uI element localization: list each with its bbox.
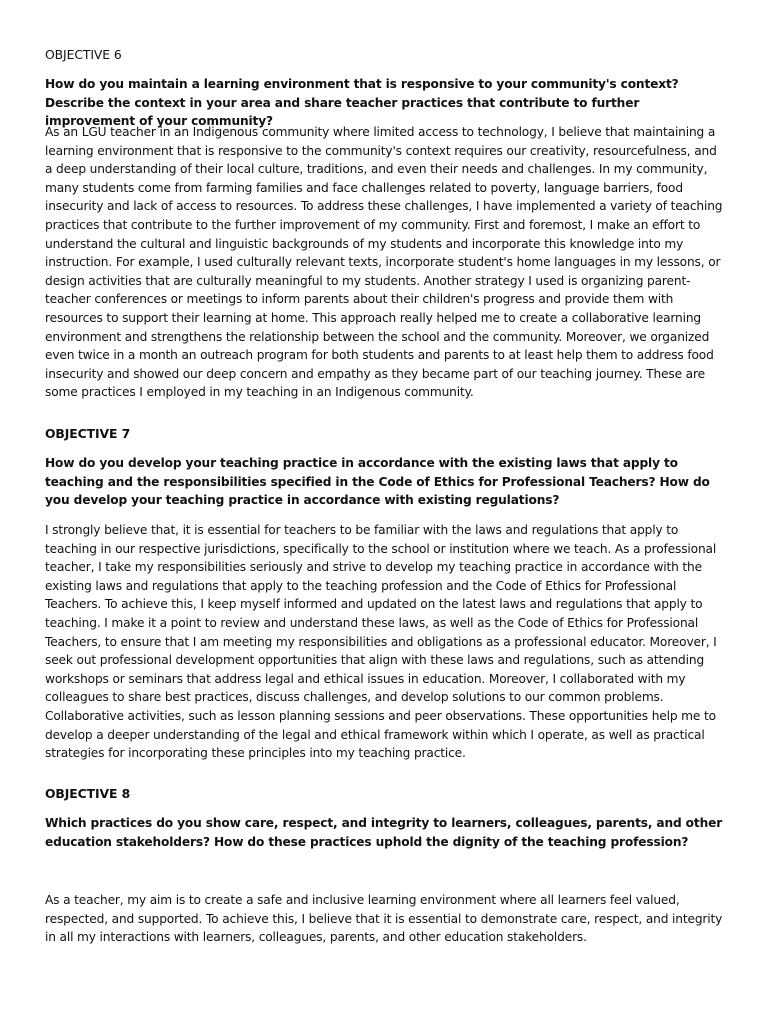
objective-8-question: Which practices do you show care, respect, and integrity to learners, colleagues, parents, and other education stakeholders? How do these practices uphold the dignity of the teaching profession? <box>45 816 723 849</box>
objective-6-heading: OBJECTIVE 6 <box>45 47 122 62</box>
objective-7-question: How do you develop your teaching practice in accordance with the existing laws that apply to teaching and the responsibilities specified in the Code of Ethics for Professional Teachers? How do you develop your teaching practice in accordance with existing regulations? <box>45 456 710 508</box>
objective-6-question: How do you maintain a learning environment that is responsive to your community's context? Describe the context in your area and share teacher practices that contribute to further improvement of your community? <box>45 77 679 129</box>
objective-8-heading: OBJECTIVE 8 <box>45 786 131 801</box>
objective-7-answer: I strongly believe that, it is essential for teachers to be familiar with the laws and regulations that apply to teaching in our respective jurisdictions, specifically to the school or institution where we teach. As a professional teacher, I take my responsibilities seriously and strive to develop my teaching practice in accordance with the existing laws and regulations that apply to the teaching profession and the Code of Ethics for Professional Teachers. To achieve this, I keep myself informed and updated on the latest laws and regulations that apply to teaching. I make it a point to review and understand these laws, as well as the Code of Ethics for Professional Teachers, to ensure that I am meeting my responsibilities and obligations as a professional educator. Moreover, I seek out professional development opportunities that align with these laws and regulations, such as attending workshops or seminars that address legal and ethical issues in education. Moreover, I collaborated with my colleagues to share best practices, discuss challenges, and develop solutions to our common problems. Collaborative activities, such as lesson planning sessions and peer observations. These opportunities help me to develop a deeper understanding of the legal and ethical framework within which I operate, as well as practical strategies for incorporating these principles into my teaching practice. <box>45 523 717 761</box>
objective-6-answer: As an LGU teacher in an Indigenous community where limited access to technology, I believe that maintaining a learning environment that is responsive to the community's context requires our creativity, resourcefulness, and a deep understanding of their local culture, traditions, and even their needs and challenges. In my community, many students come from farming families and face challenges related to poverty, language barriers, food insecurity and lack of access to resources. To address these challenges, I have implemented a variety of teaching practices that contribute to the further improvement of my community. First and foremost, I make an effort to understand the cultural and linguistic backgrounds of my students and incorporate this knowledge into my instruction. For example, I used culturally relevant texts, incorporate student's home languages in my lessons, or design activities that are culturally meaningful to my students. Another strategy I used is organizing parent-teacher conferences or meetings to inform parents about their children's progress and provide them with resources to support their learning at home. This approach really helped me to create a collaborative learning environment and strengthens the relationship between the school and the community. Moreover, we organized even twice in a month an outreach program for both students and parents to at least help them to address food insecurity and showed our deep concern and empathy as they became part of our teaching journey. These are some practices I employed in my teaching in an Indigenous community. <box>45 125 723 400</box>
objective-8-answer: As a teacher, my aim is to create a safe and inclusive learning environment where all learners feel valued, respected, and supported. To achieve this, I believe that it is essential to demonstrate care, respect, and integrity in all my interactions with learners, colleagues, parents, and other education stakeholders. <box>45 893 723 945</box>
objective-7-heading: OBJECTIVE 7 <box>45 426 131 441</box>
